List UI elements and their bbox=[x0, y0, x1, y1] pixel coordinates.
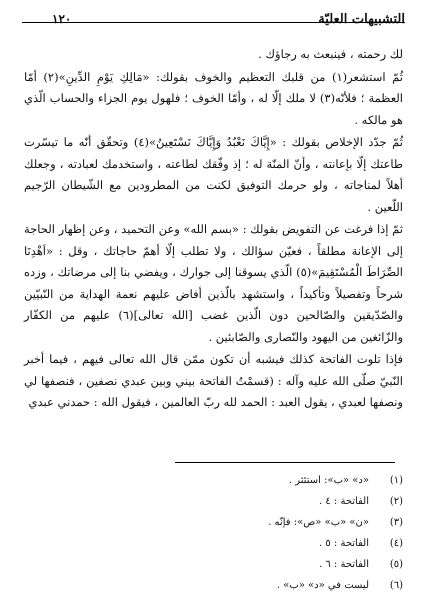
footnote bbox=[24, 554, 403, 575]
footnote-text: «د» «ب»: استئثر . bbox=[288, 475, 369, 486]
footnote-number: (٣) bbox=[389, 517, 403, 528]
footnote-separator bbox=[175, 462, 395, 463]
header-title: التشبيهات العليّة bbox=[318, 12, 405, 27]
main-text bbox=[24, 44, 403, 415]
header-rule bbox=[22, 22, 405, 23]
footnote-number: (١) bbox=[389, 475, 403, 486]
footnotes bbox=[24, 470, 403, 596]
paragraph: ثمّ إذا فرغت عن التفويض بقولك : «بسم الله» وعن التحميد ، وعن إظهار الحاجة إلى الإعانة مطلقاً ، فعيّن سؤالك ، ولا تطلب إلّا أهمّ حاجاتك ، وقل : «اَهْدِنَا الصِّرَاطَ الْمُسْتَقِيمَ»(٥) الّذي يسوقنا إلى جوارك ، ويفضي بنا إلى مرضاتك ، وزده شرحاً وتفصيلاً وتأكيداً ، واستشهد بالّذين أفاض عليهم نعمة الهداية من النّبيّين والصّدّيقين والصّالحين دون الّذين غضب [الله تعالى](٦) عليهم من الكفّار والزّائغين من اليهود والنّصارى والصّابئين . bbox=[24, 222, 403, 344]
paragraph: فإذا تلوت الفاتحة كذلك فيشبه أن تكون ممّن قال الله تعالى فيهم ، فيما أخبر النّبيّ صلّى الله عليه وآله : (قسمْتُ الفاتحة بيني وبين عبدي نصفين ، فنصفها لي ونصفها لعبدي ، يقول العبد : الحمد لله ربّ العالمين ، فيقول الله : حمدني عبدي bbox=[24, 352, 403, 409]
footnote-text: ليست في «د» «ب» . bbox=[276, 580, 369, 591]
footnote-number: (٦) bbox=[389, 580, 403, 591]
footnote-text: «ن» «ب» «ص»: فإنّه . bbox=[268, 517, 369, 528]
footnote-number: (٤) bbox=[389, 538, 403, 549]
footnote bbox=[24, 470, 403, 491]
footnote-number: (٢) bbox=[389, 496, 403, 507]
paragraph: ثُمّ جدّد الإخلاص بقولك : «إِيَّاكَ نَعْبُدُ وَإِيَّاكَ نَسْتَعِينُ»(٤) وتحقّق أنّه ما تيسّرت طاعتك إلّا بإعانته ، وأنّ المنّة له ؛ إذ وفّقك لطاعته ، واستخدمك لعبادته ، وجعلك أهلاً لمناجاته ، ولو حرمك التوفيق لكنت من المطرودين مع الشّيطان الرّجيم اللّعين . bbox=[24, 135, 403, 214]
footnote bbox=[24, 491, 403, 512]
footnote-text: الفاتحة : ٦ . bbox=[319, 559, 369, 570]
footnote-text: الفاتحة : ٤ . bbox=[319, 496, 369, 507]
footnote bbox=[24, 575, 403, 596]
footnote bbox=[24, 512, 403, 533]
paragraph: لك رحمته ، فينبعث به رجاؤك . bbox=[258, 47, 403, 61]
paragraph: ثُمّ استشعر(١) من قلبك التعظيم والخوف بقولك: «مَالِكِ يَوْمِ الدِّينِ»(٢) أمّا العظمة ؛ فلأنّه(٣) لا ملك إلّا له ، وأمّا الخوف ؛ فلهول يوم الجزاء والحساب الّذي هو مالكه . bbox=[24, 69, 403, 127]
page-number: ١٢٠ bbox=[52, 12, 72, 26]
footnote-text: الفاتحة : ٥ . bbox=[319, 538, 369, 549]
footnote-number: (٥) bbox=[389, 559, 403, 570]
footnote bbox=[24, 533, 403, 554]
